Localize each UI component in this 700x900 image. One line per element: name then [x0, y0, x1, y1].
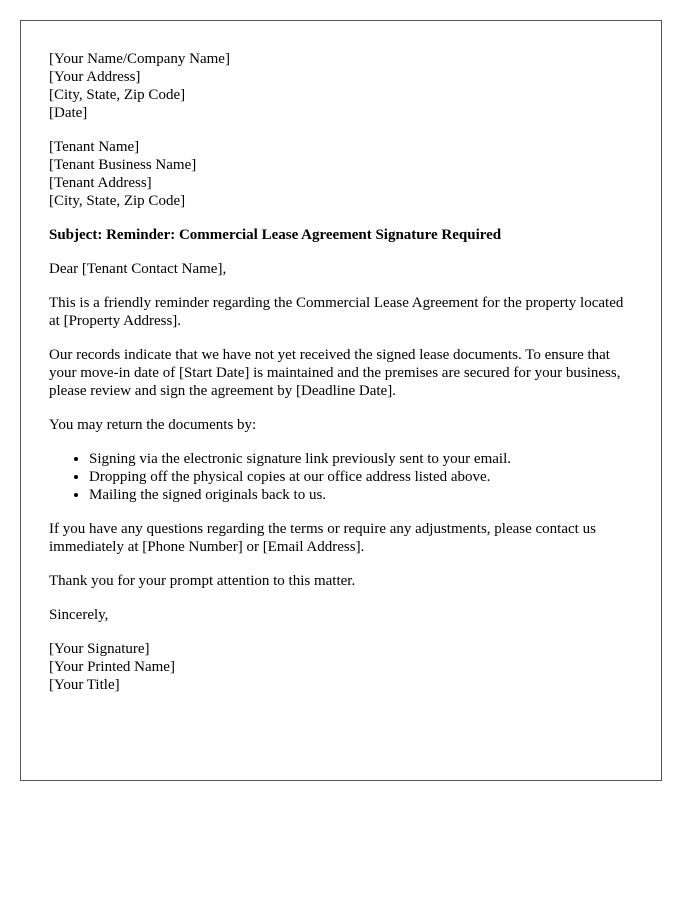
sender-city-state-zip: [City, State, Zip Code]	[49, 87, 186, 103]
body-paragraph: Our records indicate that we have not yet received the signed lease documents. To ensure that your move-in date of [Start Date] is maintained and the premises are secured for your business, please review and sign the agreement by [Deadline Date].	[49, 347, 621, 399]
printed-name: [Your Printed Name]	[49, 659, 175, 675]
signature-placeholder: [Your Signature]	[49, 641, 150, 657]
body-paragraph: You may return the documents by:	[49, 417, 257, 433]
sender-block	[49, 50, 633, 122]
closing: Sincerely,	[49, 607, 109, 623]
recipient-block	[49, 138, 633, 210]
recipient-business-name: [Tenant Business Name]	[49, 157, 197, 173]
recipient-city-state-zip: [City, State, Zip Code]	[49, 193, 186, 209]
body-paragraph: Thank you for your prompt attention to this matter.	[49, 573, 356, 589]
letter-date: [Date]	[49, 105, 88, 121]
letter-page	[20, 20, 662, 781]
list-item: • Dropping off the physical copies at our office address listed above.	[89, 468, 633, 486]
sender-name: [Your Name/Company Name]	[49, 51, 230, 67]
signature-block	[49, 640, 633, 694]
list-item: • Mailing the signed originals back to us.	[89, 486, 633, 504]
return-methods-list	[49, 450, 633, 504]
salutation: Dear [Tenant Contact Name],	[49, 261, 227, 277]
recipient-address: [Tenant Address]	[49, 175, 152, 191]
signer-title: [Your Title]	[49, 677, 120, 693]
subject-line: Subject: Reminder: Commercial Lease Agreement Signature Required	[49, 227, 502, 243]
body-paragraph: This is a friendly reminder regarding the Commercial Lease Agreement for the property located at [Property Address].	[49, 295, 624, 329]
sender-address: [Your Address]	[49, 69, 141, 85]
body-paragraph: If you have any questions regarding the terms or require any adjustments, please contact us immediately at [Phone Number] or [Email Address].	[49, 521, 596, 555]
recipient-name: [Tenant Name]	[49, 139, 140, 155]
list-item: • Signing via the electronic signature link previously sent to your email.	[89, 450, 633, 468]
